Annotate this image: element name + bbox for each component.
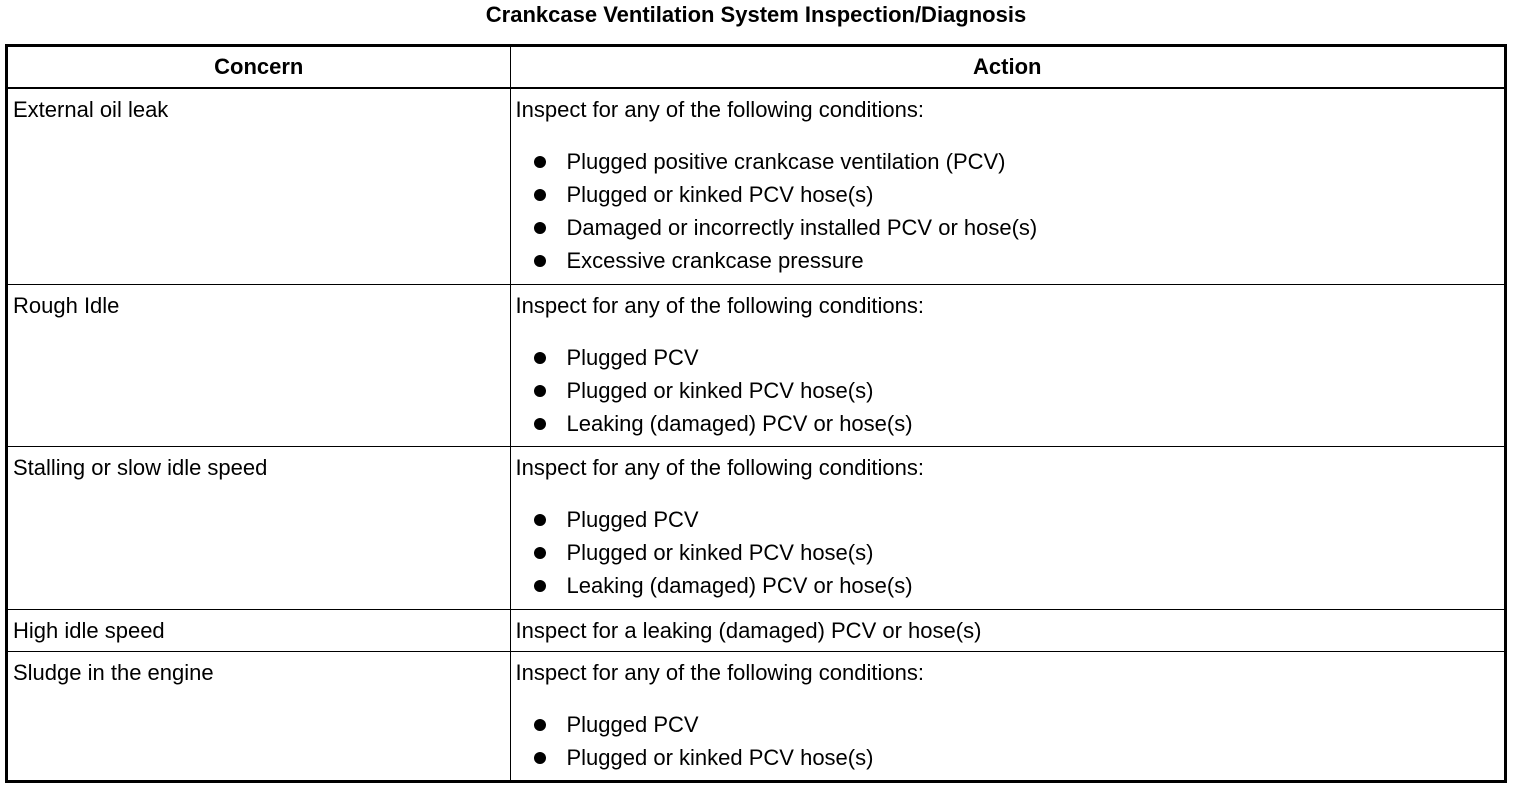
table-row	[8, 609, 1504, 651]
list-item: Plugged or kinked PCV hose(s)	[533, 536, 1505, 569]
list-item: Plugged PCV	[533, 341, 1505, 374]
list-item: Plugged or kinked PCV hose(s)	[533, 374, 1505, 407]
action-cell	[510, 651, 1504, 781]
table-row	[8, 88, 1504, 284]
list-item: Leaking (damaged) PCV or hose(s)	[533, 407, 1505, 440]
list-item: Plugged PCV	[533, 708, 1505, 741]
concern-cell: High idle speed	[8, 609, 510, 651]
table-header-row	[8, 47, 1504, 88]
list-item: Plugged PCV	[533, 503, 1505, 536]
list-item: Plugged positive crankcase ventilation (PCV)	[533, 145, 1505, 178]
concern-cell: Rough Idle	[8, 284, 510, 446]
list-item: Leaking (damaged) PCV or hose(s)	[533, 569, 1505, 602]
action-column-header: Action	[510, 47, 1504, 88]
list-item: Plugged or kinked PCV hose(s)	[533, 741, 1505, 774]
condition-list	[516, 708, 1505, 774]
action-intro: Inspect for any of the following conditions:	[515, 292, 924, 318]
document-title: Crankcase Ventilation System Inspection/Diagnosis	[485, 2, 1027, 27]
concern-cell: Stalling or slow idle speed	[8, 446, 510, 609]
concern-cell: External oil leak	[8, 88, 510, 284]
action-cell	[510, 88, 1504, 284]
condition-list	[516, 145, 1505, 277]
concern-cell: Sludge in the engine	[8, 651, 510, 781]
action-intro: Inspect for any of the following conditions:	[515, 454, 924, 480]
concern-column-header: Concern	[8, 47, 510, 88]
diagnosis-table	[8, 47, 1504, 781]
list-item: Plugged or kinked PCV hose(s)	[533, 178, 1505, 211]
action-cell	[510, 284, 1504, 446]
list-item: Excessive crankcase pressure	[533, 244, 1505, 277]
action-cell	[510, 609, 1504, 651]
action-intro: Inspect for any of the following conditions:	[515, 97, 924, 122]
table-row	[8, 651, 1504, 781]
list-item: Damaged or incorrectly installed PCV or hose(s)	[533, 211, 1505, 244]
diagnosis-table-frame	[5, 44, 1507, 783]
action-intro: Inspect for any of the following conditions:	[515, 659, 924, 685]
condition-list	[516, 503, 1505, 602]
action-cell	[510, 446, 1504, 609]
action-intro: Inspect for a leaking (damaged) PCV or hose(s)	[515, 617, 982, 643]
table-row	[8, 284, 1504, 446]
table-row	[8, 446, 1504, 609]
condition-list	[516, 341, 1505, 440]
